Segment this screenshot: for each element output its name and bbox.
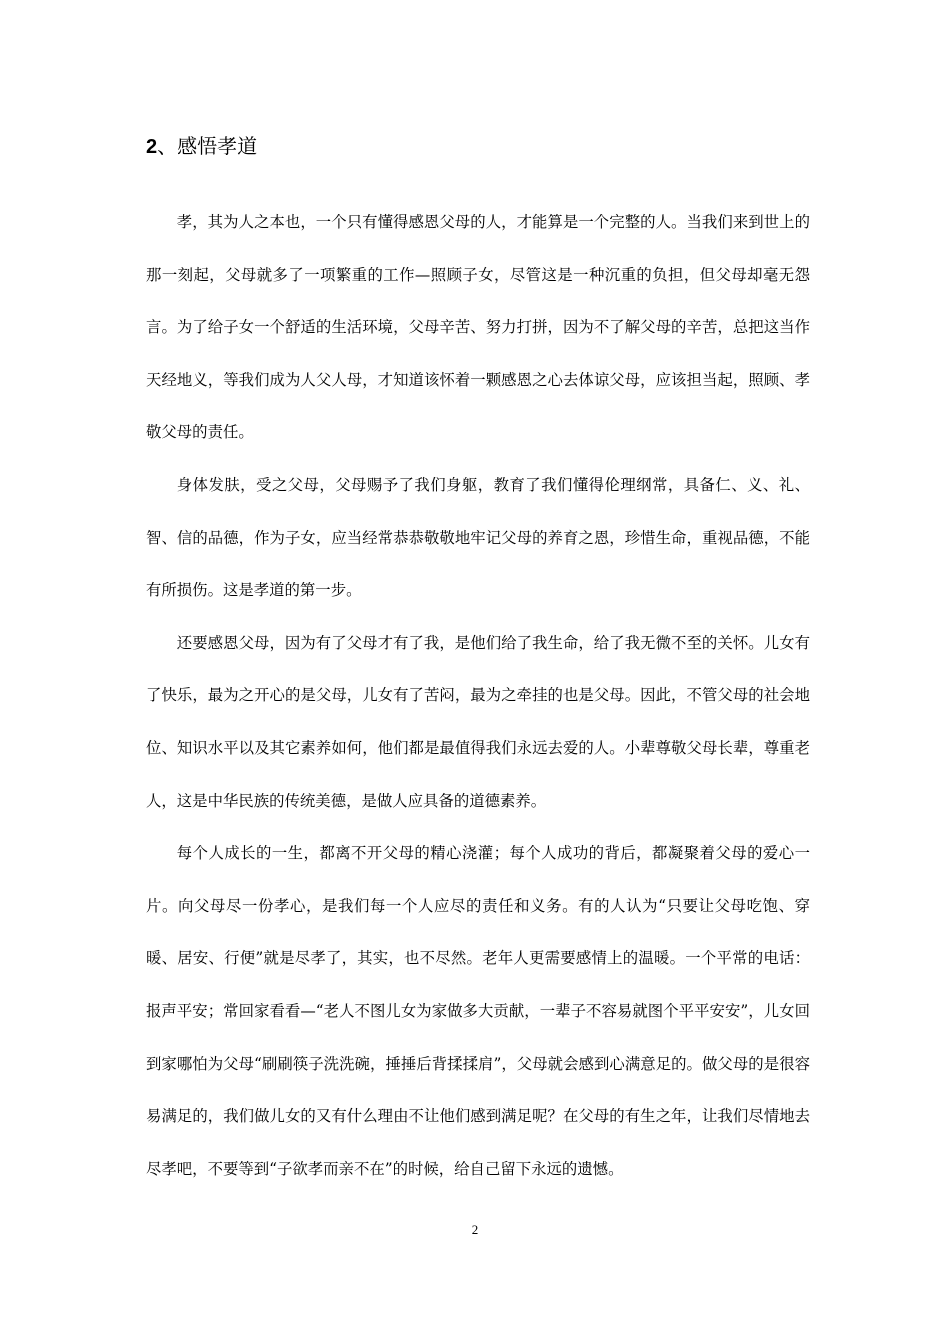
paragraph-1: 孝，其为人之本也，一个只有懂得感恩父母的人，才能算是一个完整的人。当我们来到世上的那一刻起，父母就多了一项繁重的工作—照顾子女，尽管这是一种沉重的负担，但父母却毫无怨言。为了给子女一个舒适的生活环境，父母辛苦、努力打拼，因为不了解父母的辛苦，总把这当作天经地义，等我们成为人父人母，才知道该怀着一颗感恩之心去体谅父母，应该担当起，照顾、孝敬父母的责任。 xyxy=(146,213,810,442)
section-title: 、感悟孝道 xyxy=(157,134,258,158)
paragraph-3: 还要感恩父母，因为有了父母才有了我，是他们给了我生命，给了我无微不至的关怀。儿女有了快乐，最为之开心的是父母，儿女有了苦闷，最为之牵挂的也是父母。因此，不管父母的社会地位、知识水平以及其它素养如何，他们都是最值得我们永远去爱的人。小辈尊敬父母长辈，尊重老人，这是中华民族的传统美德，是做人应具备的道德素养。 xyxy=(146,633,810,810)
page-number: 2 xyxy=(471,1222,479,1237)
body-text xyxy=(146,196,810,1195)
paragraph-4: 每个人成长的一生，都离不开父母的精心浇灌；每个人成功的背后，都凝聚着父母的爱心一片。向父母尽一份孝心，是我们每一个人应尽的责任和义务。有的人认为“只要让父母吃饱、穿暖、居安、行便”就是尽孝了，其实，也不尽然。老年人更需要感情上的温暖。一个平常的电话：报声平安；常回家看看—“老人不图儿女为家做多大贡献，一辈子不容易就图个平平安安”，儿女回到家哪怕为父母“刷刷筷子洗洗碗，捶捶后背揉揉肩”，父母就会感到心满意足的。做父母的是很容易满足的，我们做儿女的又有什么理由不让他们感到满足呢？在父母的有生之年，让我们尽情地去尽孝吧，不要等到“子欲孝而亲不在”的时候，给自己留下永远的遗憾。 xyxy=(146,844,810,1178)
section-number: 2 xyxy=(146,136,158,158)
section-heading xyxy=(146,130,257,163)
paragraph-2: 身体发肤，受之父母，父母赐予了我们身躯，教育了我们懂得伦理纲常，具备仁、义、礼、智、信的品德，作为子女，应当经常恭恭敬敬地牢记父母的养育之恩，珍惜生命，重视品德，不能有所损伤。这是孝道的第一步。 xyxy=(146,475,810,600)
